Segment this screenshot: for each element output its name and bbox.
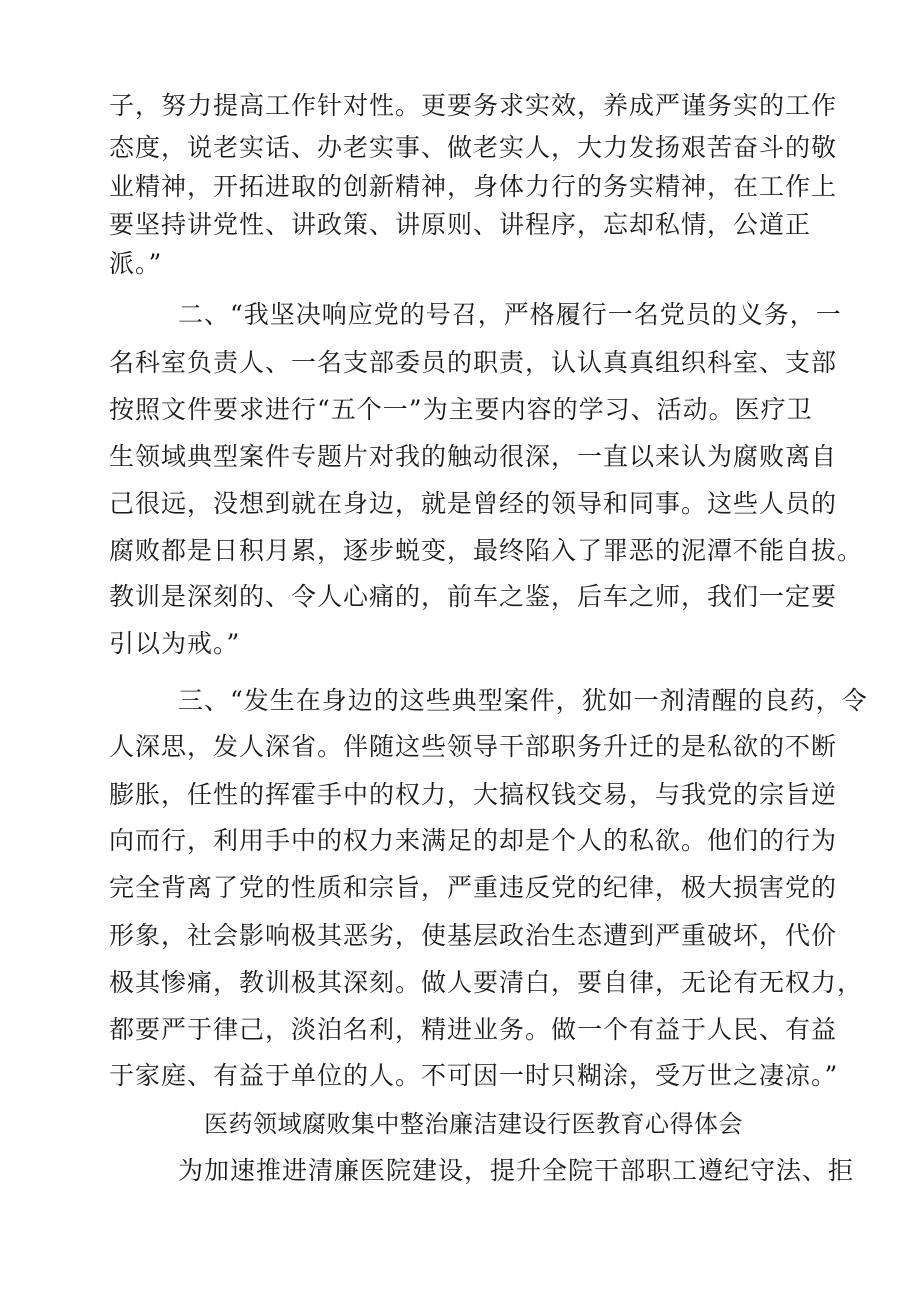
text-line: 按照文件要求进行“五个一”为主要内容的学习、活动。医疗卫 <box>109 395 813 424</box>
text-line: 向而行，利用手中的权力来满足的却是个人的私欲。他们的行为 <box>109 826 838 855</box>
text-line: 完全背离了党的性质和宗旨，严重违反党的纪律，极大损害党的 <box>109 873 838 902</box>
text-line: 教训是深刻的、令人心痛的，前车之鉴，后车之师，我们一定要 <box>109 582 838 611</box>
text-line: 引以为戒。” <box>109 629 241 658</box>
text-line: 派。” <box>109 249 163 278</box>
text-line: 都要严于律己，淡泊名利，精进业务。做一个有益于人民、有益 <box>109 1015 838 1044</box>
text-line: 膨胀，任性的挥霍手中的权力，大搞权钱交易，与我党的宗旨逆 <box>109 780 838 809</box>
text-line: 态度，说老实话、办老实事、做老实人，大力发扬艰苦奋斗的敬 <box>109 133 838 162</box>
text-line: 于家庭、有益于单位的人。不可因一时只糊涂，受万世之凄凉。” <box>109 1061 839 1090</box>
text-line: 子，努力提高工作针对性。更要务求实效，养成严谨务实的工作 <box>109 91 838 120</box>
text-line: 三、“发生在身边的这些典型案件，犹如一剂清醒的良药，令 <box>178 686 868 715</box>
text-line: 极其惨痛，教训极其深刻。做人要清白，要自律，无论有无权力， <box>109 968 864 997</box>
text-line: 二、“我坚决响应党的号召，严格履行一名党员的义务，一 <box>178 300 842 329</box>
text-line: 为加速推进清廉医院建设，提升全院干部职工遵纪守法、拒 <box>178 1156 855 1185</box>
section-title: 医药领域腐败集中整治廉洁建设行医教育心得体会 <box>204 1110 743 1138</box>
text-line: 要坚持讲党性、讲政策、讲原则、讲程序，忘却私情，公道正 <box>109 210 812 239</box>
text-line: 名科室负责人、一名支部委员的职责，认认真真组织科室、支部 <box>109 348 838 377</box>
text-line: 生领域典型案件专题片对我的触动很深，一直以来认为腐败离自 <box>109 442 838 471</box>
text-line: 腐败都是日积月累，逐步蜕变，最终陷入了罪恶的泥潭不能自拔。 <box>109 536 864 565</box>
text-line: 己很远，没想到就在身边，就是曾经的领导和同事。这些人员的 <box>109 489 838 518</box>
text-line: 业精神，开拓进取的创新精神，身体力行的务实精神，在工作上 <box>109 172 838 201</box>
text-line: 人深思，发人深省。伴随这些领导干部职务升迁的是私欲的不断 <box>109 732 838 761</box>
text-line: 形象，社会影响极其恶劣，使基层政治生态遭到严重破坏，代价 <box>109 921 838 950</box>
